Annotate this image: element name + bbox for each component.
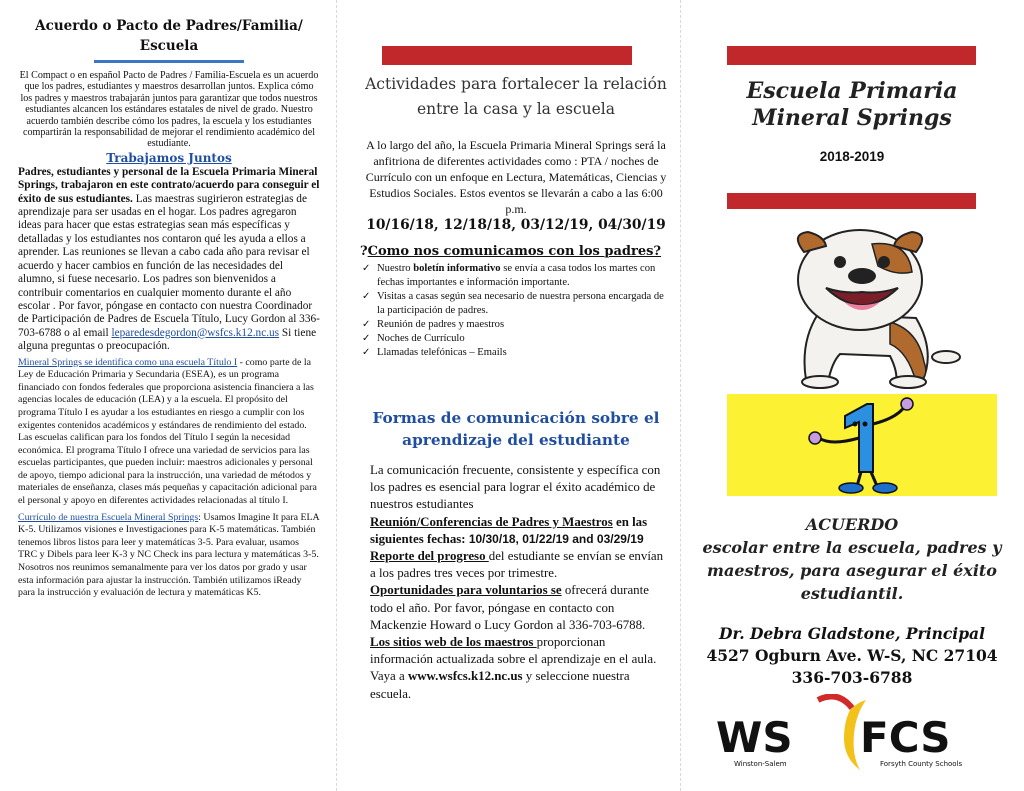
working-together-heading: Trabajamos Juntos [106,150,232,165]
fold-line-2 [680,0,681,791]
title-one-text: - como parte de la Ley de Educación Primaria y Secundaria (ESEA), es un programa financiado con fondos federales que proporciona asistencia financiera a las agencias locales de educación (LEA) y a la escuela. El propósito del programa Título I es ayudar a los estudiantes en riesgo a cumplir con los exigentes contenidos académicos y estándares de rendimiento del estado. Las escuelas califican para los fondos del Título I según la necesidad económica. El programa Título I ofrece una variedad de servicios para las escuelas participantes, que pueden incluir: maestros adicionales y personal de apoyo, tiempo adicional para la instrucción, una variedad de métodos y materiales de enseñanza, clases más pequeñas y capacitación adicional para el personal y apoyo en diferentes actividades relacionadas al título I. [18,356,317,507]
number-one-mascot-icon [727,394,997,496]
event-dates: 10/16/18, 12/18/18, 03/12/19, 04/30/19 [366,217,666,233]
curriculum-link[interactable]: Currículo de nuestra Escuela Mineral Springs [18,511,199,523]
compact-statement [700,513,1004,605]
comm-intro: La comunicación frecuente, consistente y específica con los padres es esencial para lograr el éxito académico de nuestros estudiantes [370,463,661,512]
communication-heading: Formas de comunicación sobre el aprendizaje del estudiante [372,409,660,449]
volunteer-item: Oportunidades para voluntarios se ofrecerá durante todo el año. Por favor, póngase en contacto con Mackenzie Howard o Lucy Gordon al 336-703-6788. [370,583,649,632]
curriculum-section [18,512,320,600]
title-one-link[interactable]: Mineral Springs se identifica como una escuela Título I [18,356,238,368]
check-icon: ✓ [362,319,371,330]
list-item: ✓ Visitas a casas según sea necesario de nuestra persona encargada de la participación de padres. [362,291,664,316]
acuerdo-title: ACUERDO [805,515,899,534]
school-contact [700,623,1004,689]
working-together-text [18,166,320,354]
red-bar-top [382,46,632,65]
school-address: 4527 Ogburn Ave. W-S, NC 27104 [706,646,998,665]
logo-sub-right: Forsyth County Schools [880,760,963,768]
list-item: ✓ Reunión de padres y maestros [362,319,505,330]
red-bar-cover-mid [727,193,976,209]
principal-name: Dr. Debra Gladstone, Principal [719,624,985,643]
acuerdo-text: escolar entre la escuela, padres y maestros, para asegurar el éxito estudiantil. [702,538,1002,603]
communication-forms [370,462,670,703]
working-together-bold: Padres, estudiantes y personal de la Escuela Primaria Mineral Springs, trabajaron en este contrato/acuerdo para conseguir el éxito de sus estudiantes. [18,165,320,205]
yellow-banner [727,394,997,496]
question-text: Como nos comunicamos con los padres? [367,244,662,259]
progress-report-item: Reporte del progreso del estudiante se envían se envían a los padres tres veces por trimestre. [370,549,664,581]
school-name: Escuela Primaria Mineral Springs [746,78,958,131]
activities-intro: A lo largo del año, la Escuela Primaria Mineral Springs será la anfitriona de diferentes actividades como : PTA / noches de Currículo con un enfoque en Lectura, Matemáticas, Ciencias y Estudios Sociales. Estos eventos se llevarán a cabo a las 6:00 p.m. [365,138,667,216]
list-item: ✓ Llamadas telefónicas – Emails [362,347,507,358]
logo-ws-text: WS [716,713,793,762]
list-item: ✓ Noches de Currículo [362,333,465,344]
title-one-section [18,357,320,508]
check-icon: ✓ [362,263,371,274]
question-mark: ? [360,244,368,259]
wsfcs-logo [710,694,1000,774]
red-bar-cover-top [727,46,976,65]
bulldog-mascot-icon [740,222,1000,390]
check-icon: ✓ [362,291,371,302]
title-underline [94,60,244,63]
check-icon: ✓ [362,333,371,344]
panel-compact [18,16,320,600]
list-item: ✓ Nuestro boletín informativo se envía a casa todos los martes con fechas importantes e información importante. [362,263,656,288]
working-together-body: Las maestras sugirieron estrategias de aprendizaje para ser usadas en el hogar. Los padres agregaron ideas para hacer que estas estrategias sean más específicas y detalladas y los estudiantes nos contaron qué les ayuda a ellos a aprender. Las reuniones se llevan a cabo cada año para revisar el acuerdo y hacer cambios en función de las necesidades del alumno, si fuese necesario. Los padres son bienvenidos a contribuir comentarios en cualquier momento durante el año escolar . Por favor, póngase en contacto con nuestra Coordinador de Participación de Padres de Escuela Título, Lucy Gordon al 336-703-6788 o al email [18,192,320,339]
communication-list [362,262,672,360]
working-together-end: Si tiene alguna preguntas o preocupación. [18,326,317,353]
communication-question [360,243,672,261]
logo-sub-left: Winston-Salem [734,760,787,768]
curriculum-text: : Usamos Imagine It para ELA K-5. Utilizamos visiones e Investigaciones para K-5 matemáticas. También tenemos libros listos para leer y matemáticas 3-5. Para evaluar, usamos TRC y Dibels para leer K-3 y NC Check ins para lectura y matemáticas 3-5. Nosotros nos reunimos semanalmente para ver los datos por grado y usar esta información para ajustar la instrucción. También utilizamos iReady para la instrucción y evaluación de lectura y matemáticas K5. [18,511,320,599]
compact-title: Acuerdo o Pacto de Padres/Familia/ Escuela [35,18,303,54]
email-link[interactable]: leparedesdegordon@wsfcs.k12.nc.us [111,326,280,339]
conferences-item: Reunión/Conferencias de Padres y Maestros en las siguientes fechas: 10/30/18, 01/22/19 and 03/29/19 [370,514,648,546]
fold-line-1 [336,0,337,791]
compact-intro: El Compact o en español Pacto de Padres / Familia-Escuela es un acuerdo que los padres, estudiantes y maestros desarrollan juntos. Explica cómo los padres y maestros trabajarán juntos para garantizar que todos nuestros estudiantes alcancen los estándares estatales de nivel de grado. Nuestro acuerdo también describe cómo los padres, la escuela y los estudiantes compartirán la responsabilidad de mejorar el rendimiento académico del estudiante. [19,70,319,150]
logo-fcs-text: FCS [860,713,951,762]
school-year: 2018-2019 [819,149,885,164]
websites-item: Los sitios web de los maestros proporcionan información actualizada sobre el aprendizaje en el aula. Vaya a www.wsfcs.k12.nc.us y seleccione nuestra escuela. [370,635,657,701]
check-icon: ✓ [362,347,371,358]
district-url[interactable]: www.wsfcs.k12.nc.us [407,669,523,684]
activities-title: Actividades para fortalecer la relación entre la casa y la escuela [365,75,667,118]
school-phone: 336-703-6788 [791,668,913,687]
